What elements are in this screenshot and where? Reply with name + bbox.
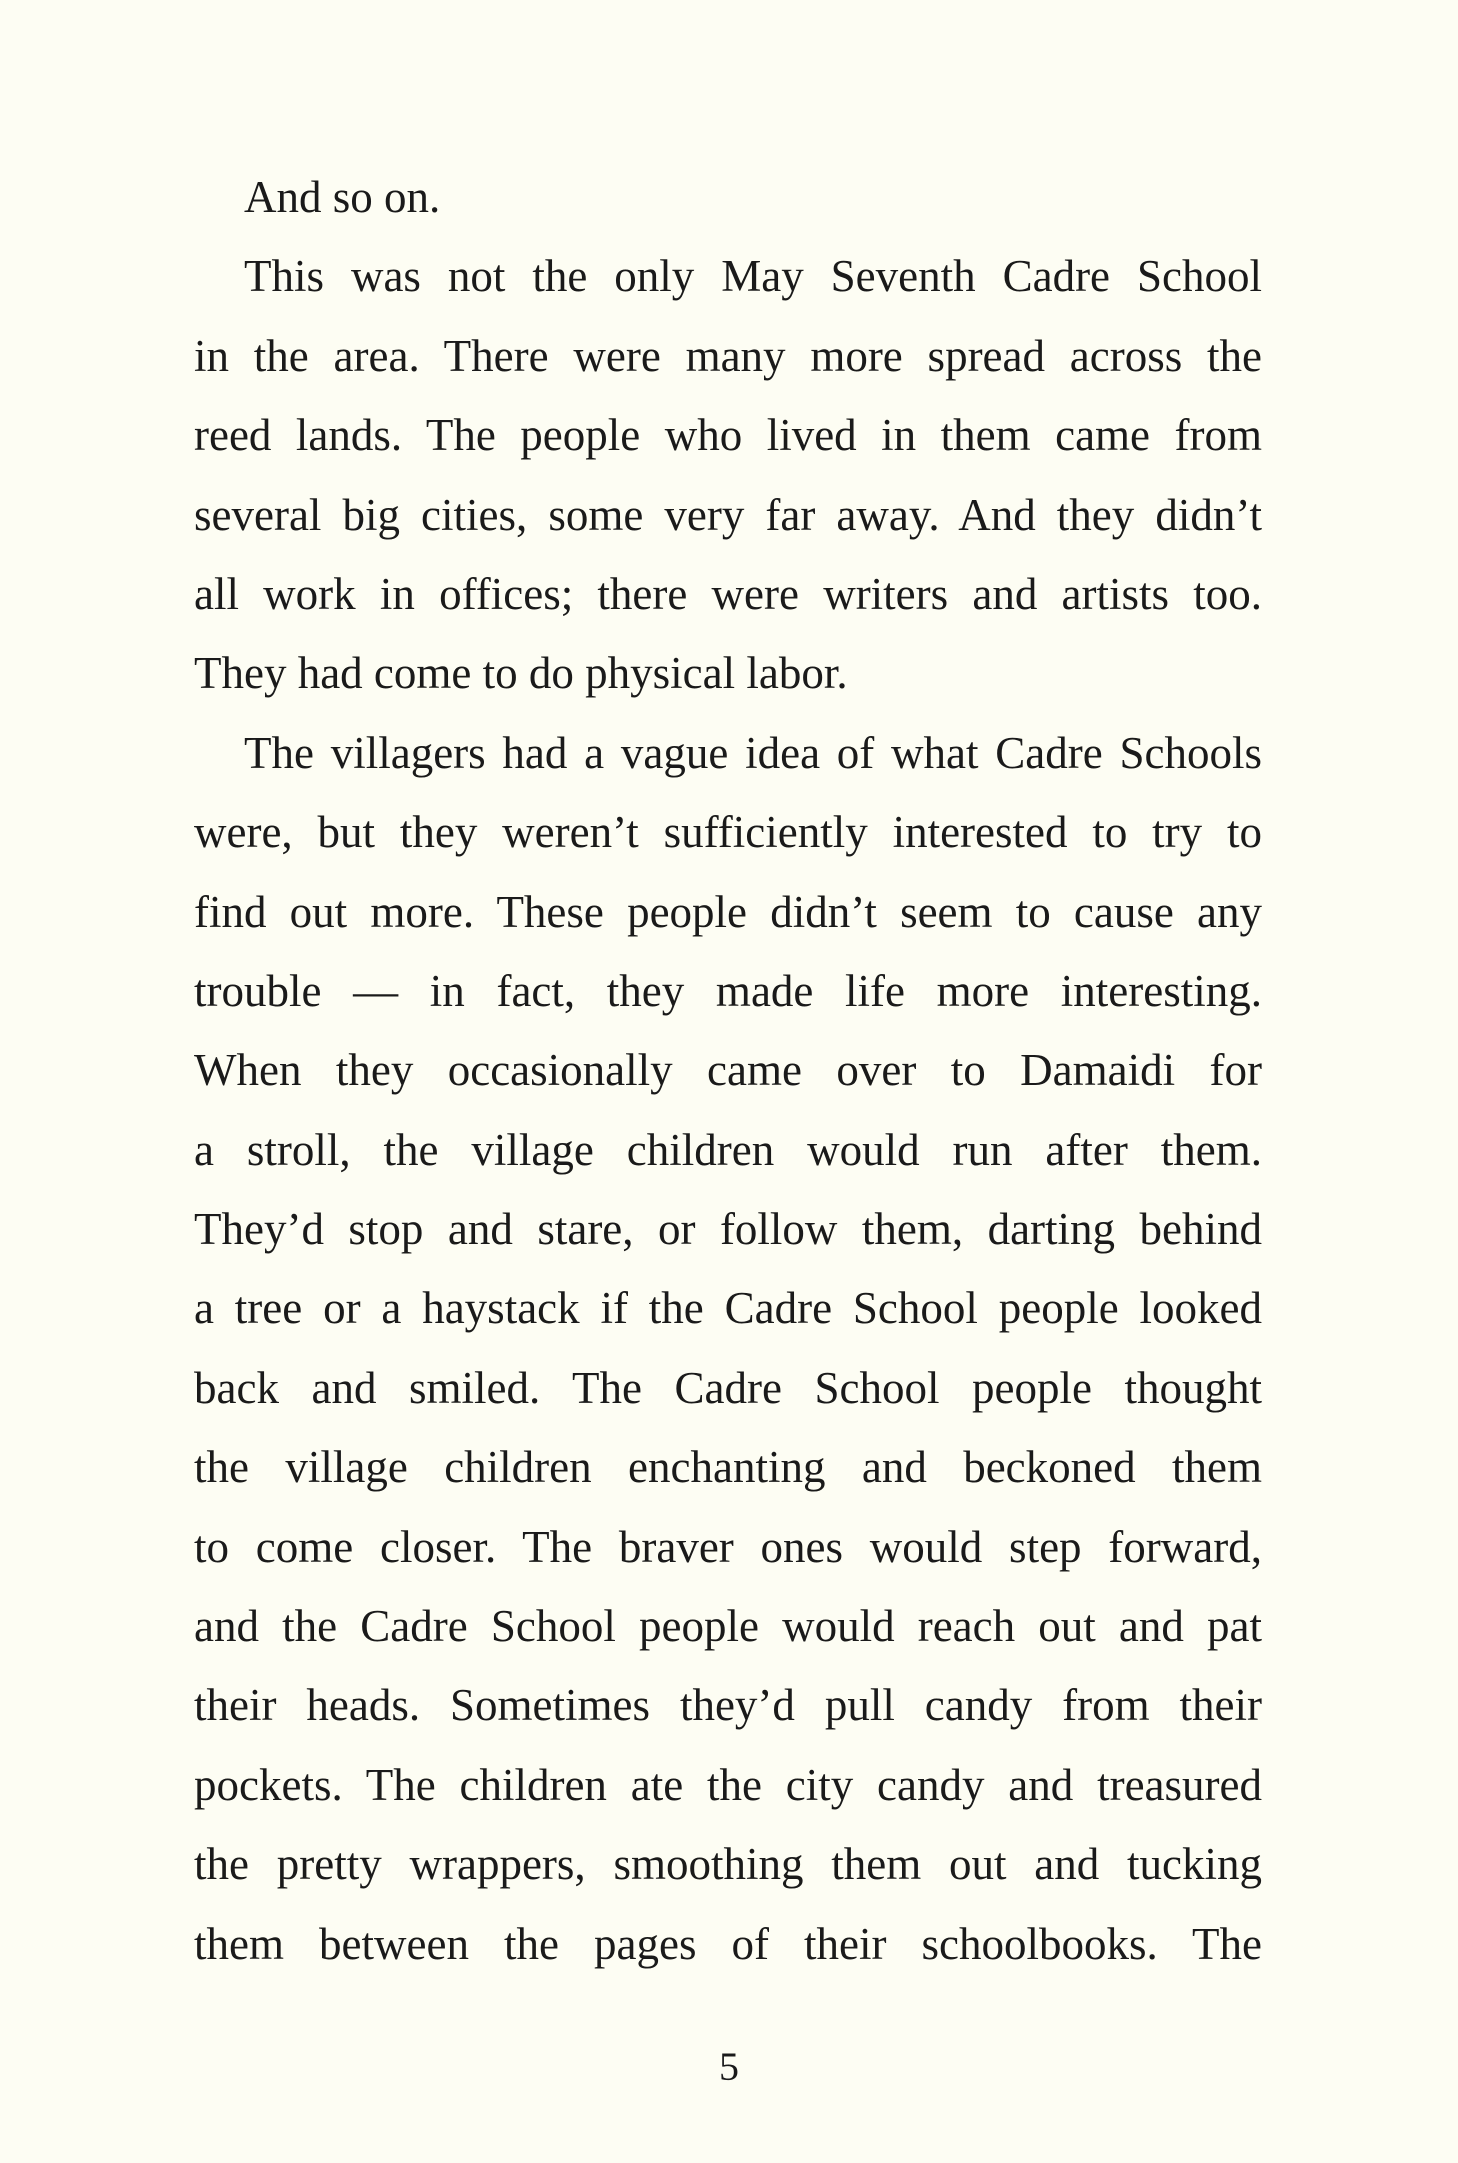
text-line: the pretty wrappers, smoothing them out and tucking bbox=[194, 1839, 1262, 1890]
text-line: back and smiled. The Cadre School people thought bbox=[194, 1362, 1262, 1413]
text-line: to come closer. The braver ones would step forward, bbox=[194, 1521, 1262, 1572]
text-line: trouble — in fact, they made life more interesting. bbox=[194, 965, 1262, 1016]
text-line: They’d stop and stare, or follow them, darting behind bbox=[194, 1204, 1262, 1255]
text-line: And so on. bbox=[244, 172, 441, 222]
text-line: This was not the only May Seventh Cadre School bbox=[244, 251, 1262, 302]
page-number: 5 bbox=[719, 2044, 739, 2089]
text-line: When they occasionally came over to Damaidi for bbox=[194, 1045, 1262, 1096]
text-line: were, but they weren’t sufficiently interested to try to bbox=[194, 807, 1262, 858]
text-line: pockets. The children ate the city candy and treasured bbox=[194, 1759, 1262, 1810]
text-line: in the area. There were many more spread across the bbox=[194, 330, 1262, 381]
text-line: their heads. Sometimes they’d pull candy from their bbox=[194, 1680, 1262, 1731]
text-line: the village children enchanting and beckoned them bbox=[194, 1442, 1262, 1493]
text-line: a tree or a haystack if the Cadre School people looked bbox=[194, 1283, 1262, 1334]
text-line: a stroll, the village children would run after them. bbox=[194, 1124, 1262, 1175]
text-line: several big cities, some very far away. And they didn’t bbox=[194, 489, 1262, 540]
text-line: all work in offices; there were writers and artists too. bbox=[194, 568, 1262, 619]
text-line: reed lands. The people who lived in them came from bbox=[194, 410, 1262, 461]
text-line: They had come to do physical labor. bbox=[194, 648, 848, 699]
text-line: find out more. These people didn’t seem to cause any bbox=[194, 886, 1262, 937]
text-line: and the Cadre School people would reach out and pat bbox=[194, 1601, 1262, 1652]
text-line: them between the pages of their schoolbooks. The bbox=[194, 1918, 1262, 1969]
text-line: The villagers had a vague idea of what Cadre Schools bbox=[244, 727, 1262, 778]
body-text bbox=[194, 158, 1262, 1984]
